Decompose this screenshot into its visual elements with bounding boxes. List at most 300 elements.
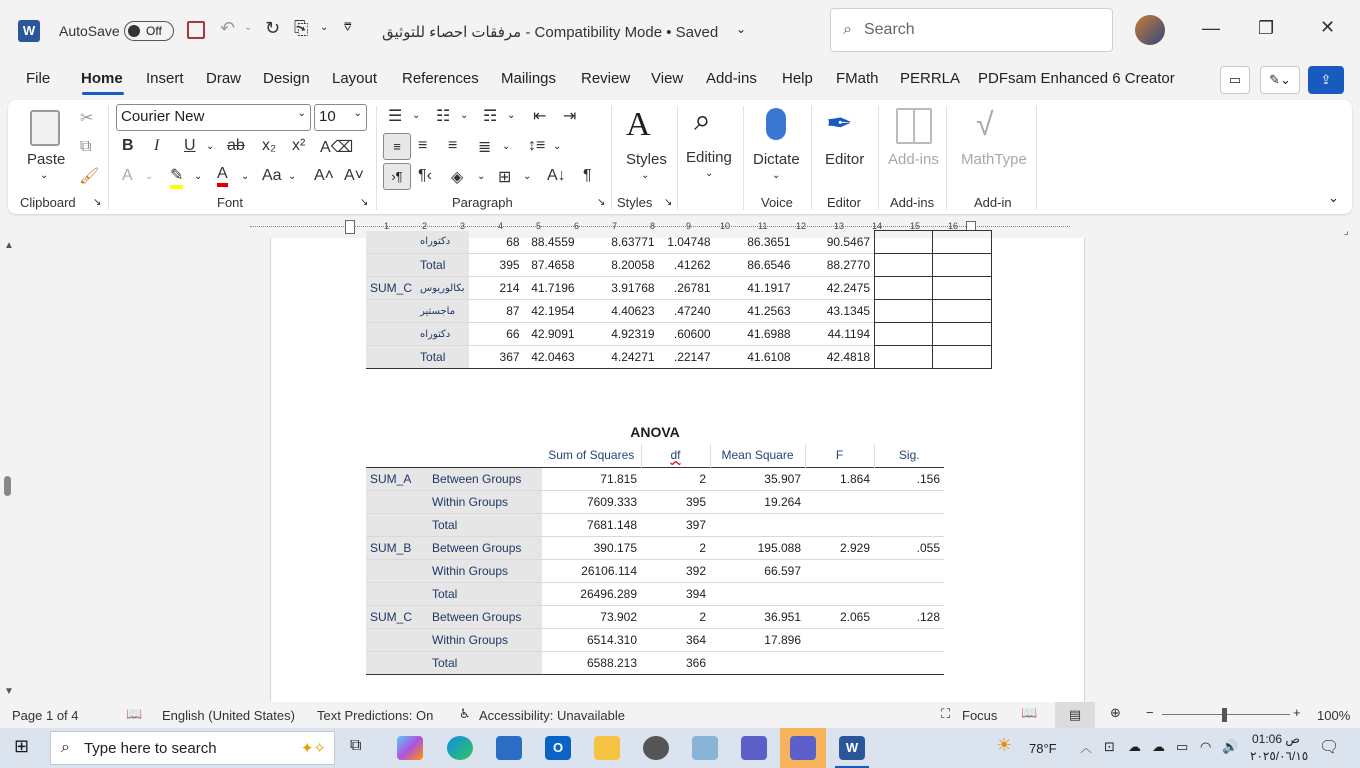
mathtype-icon[interactable]: √ — [976, 106, 994, 142]
weather-icon[interactable]: ☀ — [996, 735, 1013, 755]
f-cell: 2.929 — [805, 536, 874, 559]
df-cell: 397 — [641, 513, 710, 536]
level-cell: Total — [416, 346, 469, 369]
minimize-icon[interactable]: — — [1202, 18, 1220, 38]
grow-font-icon[interactable]: A˄ — [314, 167, 335, 184]
weather-temp[interactable]: 78°F — [1029, 741, 1057, 756]
source-cell: Between Groups — [428, 536, 542, 559]
tab-review[interactable]: Review — [581, 70, 631, 87]
font-name-select[interactable] — [116, 104, 311, 131]
edge-browser-icon[interactable] — [447, 736, 473, 760]
decrease-indent-icon[interactable]: ⇤ — [533, 108, 547, 125]
change-case-dropdown-icon[interactable]: ⌄ — [288, 171, 297, 182]
taskbar-search-placeholder: Type here to search — [83, 739, 217, 757]
underline-dropdown-icon[interactable]: ⌄ — [206, 141, 215, 152]
highlight-dropdown-icon[interactable]: ⌄ — [194, 171, 203, 182]
sig-cell — [874, 628, 944, 651]
line-spacing-icon[interactable]: ↕≡ — [528, 137, 546, 154]
taskbar-search-icon: ⌕ — [61, 739, 70, 756]
status-bar — [0, 702, 1360, 728]
document-title: مرفقات احصاء للتوثيق - Compatibility Mode • Saved — [382, 24, 719, 41]
df-cell: 364 — [641, 628, 710, 651]
addins-grid-icon[interactable] — [896, 108, 932, 144]
empty-cell — [875, 254, 933, 277]
tray-onedrive-icon[interactable]: ☁ — [1152, 739, 1165, 754]
font-name-value: Courier New — [121, 108, 205, 125]
numbering-icon[interactable]: ☷ — [436, 108, 451, 125]
increase-indent-icon[interactable]: ⇥ — [563, 108, 577, 125]
styles-launcher-icon[interactable]: ↘ — [664, 197, 673, 208]
ruler-tick: 7 — [612, 221, 618, 231]
read-mode-icon[interactable]: 📖 — [1021, 705, 1038, 720]
restore-icon[interactable]: ❐ — [1258, 18, 1275, 38]
comment-icon: ▭ — [1228, 72, 1242, 87]
se-cell: .26781 — [659, 277, 715, 300]
header-sig: Sig. — [898, 448, 920, 463]
active-tab-indicator — [82, 92, 124, 95]
font-size-select[interactable] — [314, 104, 367, 131]
f-cell — [805, 582, 874, 605]
group-cell — [366, 582, 428, 605]
ss-cell: 7609.333 — [542, 490, 641, 513]
word-logo-icon: W — [18, 20, 40, 42]
ss-cell: 390.175 — [542, 536, 641, 559]
empty-cell — [875, 346, 933, 369]
pencil-icon: ✎⌄ — [1269, 72, 1291, 87]
change-case-icon[interactable]: Aa — [262, 167, 282, 184]
share-icon: ⇪ — [1320, 72, 1332, 87]
paste-button[interactable]: Paste — [27, 151, 66, 168]
addins-button[interactable]: Add-ins — [888, 151, 939, 168]
copy-format-icon[interactable]: ⎘ — [294, 18, 309, 38]
sig-cell — [874, 513, 944, 536]
outlook-icon[interactable]: O — [545, 736, 571, 760]
ruler-tick: 13 — [834, 221, 845, 231]
lower-cell: 41.6988 — [715, 323, 795, 346]
editing-mode-button[interactable] — [1260, 66, 1300, 94]
paragraph-launcher-icon[interactable]: ↘ — [597, 197, 606, 208]
ruler-tick: 6 — [574, 221, 580, 231]
microphone-icon[interactable] — [766, 108, 786, 140]
group-font: Font — [217, 195, 244, 210]
divider — [811, 106, 812, 210]
text-effects-icon[interactable]: A — [122, 167, 133, 184]
sig-cell — [874, 559, 944, 582]
n-cell: 87 — [469, 300, 524, 323]
empty-cell — [875, 323, 933, 346]
ruler-tick: 14 — [872, 221, 883, 231]
empty-cell — [875, 277, 933, 300]
copy-icon[interactable]: ⧉ — [80, 138, 92, 155]
rtl-paragraph-icon[interactable]: ¶‹ — [418, 167, 432, 184]
descriptives-table — [366, 230, 992, 369]
battery-icon[interactable]: ▭ — [1176, 739, 1189, 754]
tab-file[interactable]: File — [26, 70, 51, 87]
text-effects-dropdown-icon[interactable]: ⌄ — [145, 171, 154, 182]
table-row — [366, 651, 944, 674]
ruler-tick: 15 — [910, 221, 921, 231]
table-row — [366, 513, 944, 536]
mean-cell: 88.4559 — [531, 234, 575, 249]
sig-cell — [874, 490, 944, 513]
table-row — [366, 559, 944, 582]
bullets-icon[interactable]: ☰ — [388, 108, 403, 125]
divider — [1036, 106, 1037, 210]
header-sum-of-squares: Sum of Squares — [542, 444, 641, 467]
level-cell: بكالوريوس — [416, 277, 469, 300]
sig-cell: .128 — [874, 605, 944, 628]
tab-fmath[interactable]: FMath — [836, 70, 879, 87]
bullets-dropdown-icon[interactable]: ⌄ — [412, 110, 421, 121]
styles-dropdown-icon[interactable]: ⌄ — [641, 170, 650, 181]
divider — [677, 106, 678, 210]
align-left-icon: ≡ — [393, 139, 401, 154]
table-row — [366, 300, 992, 323]
level-cell: دكتوراه — [416, 231, 469, 254]
divider — [108, 106, 109, 210]
close-icon[interactable]: ✕ — [1320, 17, 1336, 37]
mean-cell: 42.9091 — [524, 323, 579, 346]
header-df: df — [641, 444, 710, 467]
ruler-tick: 12 — [796, 221, 807, 231]
empty-cell — [933, 231, 992, 254]
scroll-up-icon[interactable]: ▲ — [4, 240, 14, 251]
group-cell — [366, 323, 416, 346]
accessibility-status[interactable]: Accessibility: Unavailable — [479, 708, 625, 723]
toggle-knob-icon — [128, 25, 140, 37]
title-chevron-down-icon[interactable]: ⌄ — [736, 22, 747, 36]
autosave-toggle[interactable] — [124, 21, 174, 41]
table-header-row — [366, 444, 944, 467]
format-painter-icon[interactable]: 🖌 — [79, 168, 100, 185]
clipboard-launcher-icon[interactable]: ↘ — [93, 197, 102, 208]
empty-cell — [875, 300, 933, 323]
group-cell — [366, 490, 428, 513]
save-icon[interactable] — [187, 21, 205, 39]
shrink-font-icon[interactable]: A˅ — [344, 167, 365, 184]
upper-cell: 43.1345 — [795, 300, 875, 323]
tray-chevron-up-icon[interactable]: ︿ — [1080, 741, 1093, 755]
ms-cell: 66.597 — [710, 559, 805, 582]
ms-cell — [710, 651, 805, 674]
df-cell: 366 — [641, 651, 710, 674]
tab-mailings[interactable]: Mailings — [501, 70, 557, 87]
group-cell — [366, 628, 428, 651]
source-cell: Between Groups — [428, 605, 542, 628]
ruler-toggle-icon[interactable]: ⌟ — [1344, 226, 1349, 237]
sig-cell — [874, 582, 944, 605]
show-formatting-icon[interactable]: ¶ — [583, 167, 592, 184]
dictate-dropdown-icon[interactable]: ⌄ — [772, 170, 781, 181]
zoom-in-icon[interactable]: + — [1293, 705, 1301, 720]
avatar[interactable] — [1135, 15, 1165, 45]
align-center-icon[interactable]: ≡ — [418, 137, 428, 154]
font-color-icon[interactable]: A — [217, 165, 228, 187]
n-cell: 214 — [469, 277, 524, 300]
tab-perrla[interactable]: PERRLA — [900, 70, 961, 87]
align-left-button[interactable] — [383, 133, 411, 160]
format-dropdown-icon[interactable]: ⌄ — [320, 22, 329, 33]
copilot-app-icon[interactable] — [397, 736, 423, 760]
line-spacing-dropdown-icon[interactable]: ⌄ — [553, 141, 562, 152]
group-addins: Add-ins — [890, 195, 935, 210]
f-cell: 1.864 — [839, 471, 870, 486]
table-row — [366, 628, 944, 651]
file-explorer-icon[interactable] — [594, 736, 620, 760]
sd-cell: 4.92319 — [579, 323, 659, 346]
focus-button[interactable]: Focus — [962, 708, 998, 723]
align-right-icon[interactable]: ≡ — [448, 137, 458, 154]
bold-icon[interactable]: B — [122, 137, 134, 154]
clear-formatting-icon[interactable]: A⌫ — [320, 139, 354, 156]
source-cell: Total — [428, 582, 542, 605]
search-icon: ⌕ — [843, 21, 852, 38]
ruler-tick: 4 — [498, 221, 504, 231]
ltr-button[interactable] — [383, 163, 411, 190]
empty-cell — [933, 300, 992, 323]
editor-pen-icon[interactable]: ✒ — [826, 105, 853, 141]
se-cell: .22147 — [659, 346, 715, 369]
ss-cell: 6514.310 — [542, 628, 641, 651]
group-cell — [366, 651, 428, 674]
ss-cell: 7681.148 — [542, 513, 641, 536]
undo-dropdown-icon[interactable]: ⌄ — [244, 22, 253, 33]
empty-cell — [933, 346, 992, 369]
f-cell — [805, 651, 874, 674]
lower-cell: 86.3651 — [747, 234, 791, 249]
sd-cell: 4.24271 — [579, 346, 659, 369]
n-cell: 395 — [469, 254, 524, 277]
group-cell: SUM_B — [366, 536, 428, 559]
lower-cell: 41.6108 — [715, 346, 795, 369]
sd-cell: 3.91768 — [579, 277, 659, 300]
justify-icon[interactable]: ≣ — [478, 139, 492, 156]
lower-cell: 41.2563 — [715, 300, 795, 323]
tab-insert[interactable]: Insert — [146, 70, 184, 87]
strikethrough-icon[interactable]: ab — [227, 137, 245, 154]
tab-home[interactable]: Home — [81, 70, 123, 87]
sd-cell: 4.40623 — [579, 300, 659, 323]
group-cell: SUM_C — [366, 277, 416, 300]
ruler-tick: 11 — [758, 221, 768, 231]
group-clipboard: Clipboard — [20, 195, 76, 210]
share-button[interactable] — [1308, 66, 1344, 94]
editing-magnifier-icon[interactable]: ⌕ — [694, 104, 711, 137]
undo-icon[interactable]: ↶ — [220, 18, 236, 38]
accessibility-icon: ♿ — [459, 706, 471, 721]
indent-marker-icon[interactable] — [345, 220, 355, 234]
comments-button[interactable] — [1220, 66, 1250, 94]
print-layout-button[interactable] — [1055, 702, 1095, 728]
paste-dropdown-icon[interactable]: ⌄ — [40, 170, 49, 181]
empty-cell — [875, 231, 933, 254]
autosave-state: Off — [146, 24, 162, 38]
tab-draw[interactable]: Draw — [206, 70, 242, 87]
ms-cell: 19.264 — [710, 490, 805, 513]
redo-icon[interactable]: ↻ — [265, 18, 281, 38]
notification-icon[interactable]: 🗨 — [1319, 739, 1340, 756]
subscript-icon[interactable]: x₂ — [262, 137, 277, 154]
highlight-icon[interactable]: ✎ — [170, 165, 183, 189]
ruler-tick: 10 — [720, 221, 731, 231]
mathtype-button[interactable]: MathType — [961, 151, 1027, 168]
source-cell: Within Groups — [428, 628, 542, 651]
copilot-sparkle-icon: ✦✧ — [300, 740, 326, 757]
ruler-tick: 8 — [650, 221, 656, 231]
zoom-slider-thumb[interactable] — [1222, 708, 1227, 722]
shading-icon[interactable]: ◈ — [451, 169, 464, 186]
editor-button[interactable]: Editor — [825, 151, 865, 168]
multilevel-list-icon[interactable]: ☶ — [483, 108, 498, 125]
borders-dropdown-icon[interactable]: ⌄ — [523, 171, 532, 182]
table-row — [366, 536, 944, 559]
justify-dropdown-icon[interactable]: ⌄ — [502, 141, 511, 152]
level-cell: Total — [416, 254, 469, 277]
font-size-dropdown-icon: ⌄ — [353, 108, 362, 119]
page-count[interactable]: Page 1 of 4 — [12, 708, 79, 723]
web-layout-icon[interactable]: ⊕ — [1110, 705, 1121, 720]
ms-cell: 195.088 — [710, 536, 805, 559]
language-indicator[interactable]: English (United States) — [162, 708, 295, 723]
source-cell: Within Groups — [428, 559, 542, 582]
tab-pdfsam[interactable]: PDFsam Enhanced 6 Creator — [978, 70, 1175, 87]
volume-icon[interactable]: 🔊 — [1222, 739, 1239, 754]
group-cell — [366, 346, 416, 369]
ss-cell: 26106.114 — [542, 559, 641, 582]
ruler-tick: 2 — [422, 221, 428, 231]
shading-dropdown-icon[interactable]: ⌄ — [477, 171, 486, 182]
scroll-down-icon[interactable]: ▼ — [4, 686, 14, 697]
multilevel-dropdown-icon[interactable]: ⌄ — [507, 110, 516, 121]
upper-cell: 44.1194 — [795, 323, 875, 346]
microsoft-store-icon[interactable] — [496, 736, 522, 760]
search-box[interactable] — [830, 8, 1113, 52]
ss-cell: 71.815 — [600, 471, 637, 486]
group-cell — [366, 300, 416, 323]
editing-dropdown-icon[interactable]: ⌄ — [705, 168, 714, 179]
remote-desktop-icon[interactable] — [692, 736, 718, 760]
group-editor: Editor — [827, 195, 861, 210]
tab-references[interactable]: References — [402, 70, 479, 87]
tab-design[interactable]: Design — [263, 70, 310, 87]
upper-cell: 42.4818 — [795, 346, 875, 369]
document-page[interactable] — [270, 234, 1085, 708]
customize-qat-icon[interactable]: ⩢ — [344, 20, 352, 34]
sig-cell — [874, 651, 944, 674]
source-cell: Total — [428, 513, 542, 536]
italic-icon[interactable]: I — [154, 137, 160, 154]
sort-icon[interactable]: A↓ — [547, 167, 566, 184]
autosave-label: AutoSave — [59, 23, 120, 39]
anova-table — [366, 444, 944, 675]
underline-icon[interactable]: U — [184, 137, 196, 154]
cut-icon[interactable]: ✂ — [80, 110, 94, 127]
empty-cell — [933, 254, 992, 277]
tab-layout[interactable]: Layout — [332, 70, 378, 87]
table-row — [366, 231, 992, 254]
vertical-scrollbar-thumb[interactable] — [4, 476, 11, 496]
styles-button[interactable]: Styles — [626, 151, 667, 168]
ss-cell: 73.902 — [542, 605, 641, 628]
clock-date[interactable]: ٢٠٢٥/٠٦/١٥ — [1250, 749, 1309, 763]
styles-icon[interactable]: A — [626, 106, 651, 143]
msi-app-icon[interactable] — [643, 736, 669, 760]
borders-icon[interactable]: ⊞ — [498, 169, 512, 186]
group-cell — [366, 559, 428, 582]
clock-time[interactable]: 01:06 ص — [1252, 732, 1300, 746]
group-cell — [366, 231, 416, 254]
source-cell: Total — [428, 651, 542, 674]
level-cell: ماجستير — [416, 300, 469, 323]
f-cell: 2.065 — [805, 605, 874, 628]
table-row — [366, 490, 944, 513]
proofing-icon[interactable]: 📖 — [126, 706, 143, 721]
tray-app-icon[interactable]: ⊡ — [1104, 739, 1115, 754]
df-cell: 2 — [641, 536, 710, 559]
df-cell: 2 — [641, 605, 710, 628]
zoom-level[interactable]: 100% — [1317, 708, 1351, 723]
zoom-out-icon[interactable]: − — [1146, 705, 1154, 720]
tab-view[interactable]: View — [651, 70, 684, 87]
divider — [611, 106, 612, 210]
font-launcher-icon[interactable]: ↘ — [360, 197, 369, 208]
windows-start-icon[interactable]: ⊞ — [14, 736, 30, 756]
anova-title: ANOVA — [630, 424, 680, 440]
tray-network-icon[interactable]: ☁ — [1128, 739, 1141, 754]
table-row — [366, 582, 944, 605]
f-cell — [805, 628, 874, 651]
mean-cell: 42.0463 — [524, 346, 579, 369]
tab-addins[interactable]: Add-ins — [706, 70, 757, 87]
numbering-dropdown-icon[interactable]: ⌄ — [460, 110, 469, 121]
se-cell: .60600 — [659, 323, 715, 346]
divider — [743, 106, 744, 210]
word-taskbar-icon[interactable]: W — [839, 736, 865, 760]
group-cell — [366, 513, 428, 536]
search-placeholder: Search — [863, 21, 915, 38]
teams-icon[interactable] — [741, 736, 767, 760]
text-predictions[interactable]: Text Predictions: On — [317, 708, 434, 723]
df-cell: 392 — [641, 559, 710, 582]
source-cell: Between Groups — [428, 467, 542, 490]
group-styles: Styles — [617, 195, 653, 210]
wifi-icon[interactable]: ◠ — [1200, 739, 1212, 754]
active-taskbar-item[interactable] — [780, 728, 826, 768]
ms-cell: 17.896 — [710, 628, 805, 651]
editing-button[interactable]: Editing — [686, 149, 732, 166]
print-layout-icon: ▤ — [1068, 707, 1082, 722]
clipboard-icon[interactable] — [30, 110, 60, 146]
group-cell: SUM_A — [366, 467, 428, 490]
sig-cell: .156 — [916, 471, 940, 486]
dictate-button[interactable]: Dictate — [753, 151, 800, 168]
taskbar-search[interactable] — [50, 731, 335, 765]
superscript-icon[interactable]: x² — [292, 137, 306, 154]
title-bar — [0, 0, 1360, 62]
ms-cell — [710, 582, 805, 605]
table-row — [366, 605, 944, 628]
ss-cell: 6588.213 — [542, 651, 641, 674]
ruler-baseline — [250, 226, 1070, 227]
n-cell: 367 — [469, 346, 524, 369]
ribbon-collapse-chevron-icon[interactable]: ⌄ — [1328, 190, 1339, 205]
table-row — [366, 323, 992, 346]
sd-cell: 8.63771 — [611, 234, 655, 249]
tab-help[interactable]: Help — [782, 70, 813, 87]
font-color-dropdown-icon[interactable]: ⌄ — [241, 171, 250, 182]
header-blank — [366, 444, 428, 467]
task-view-icon[interactable]: ⧉ — [350, 737, 362, 754]
